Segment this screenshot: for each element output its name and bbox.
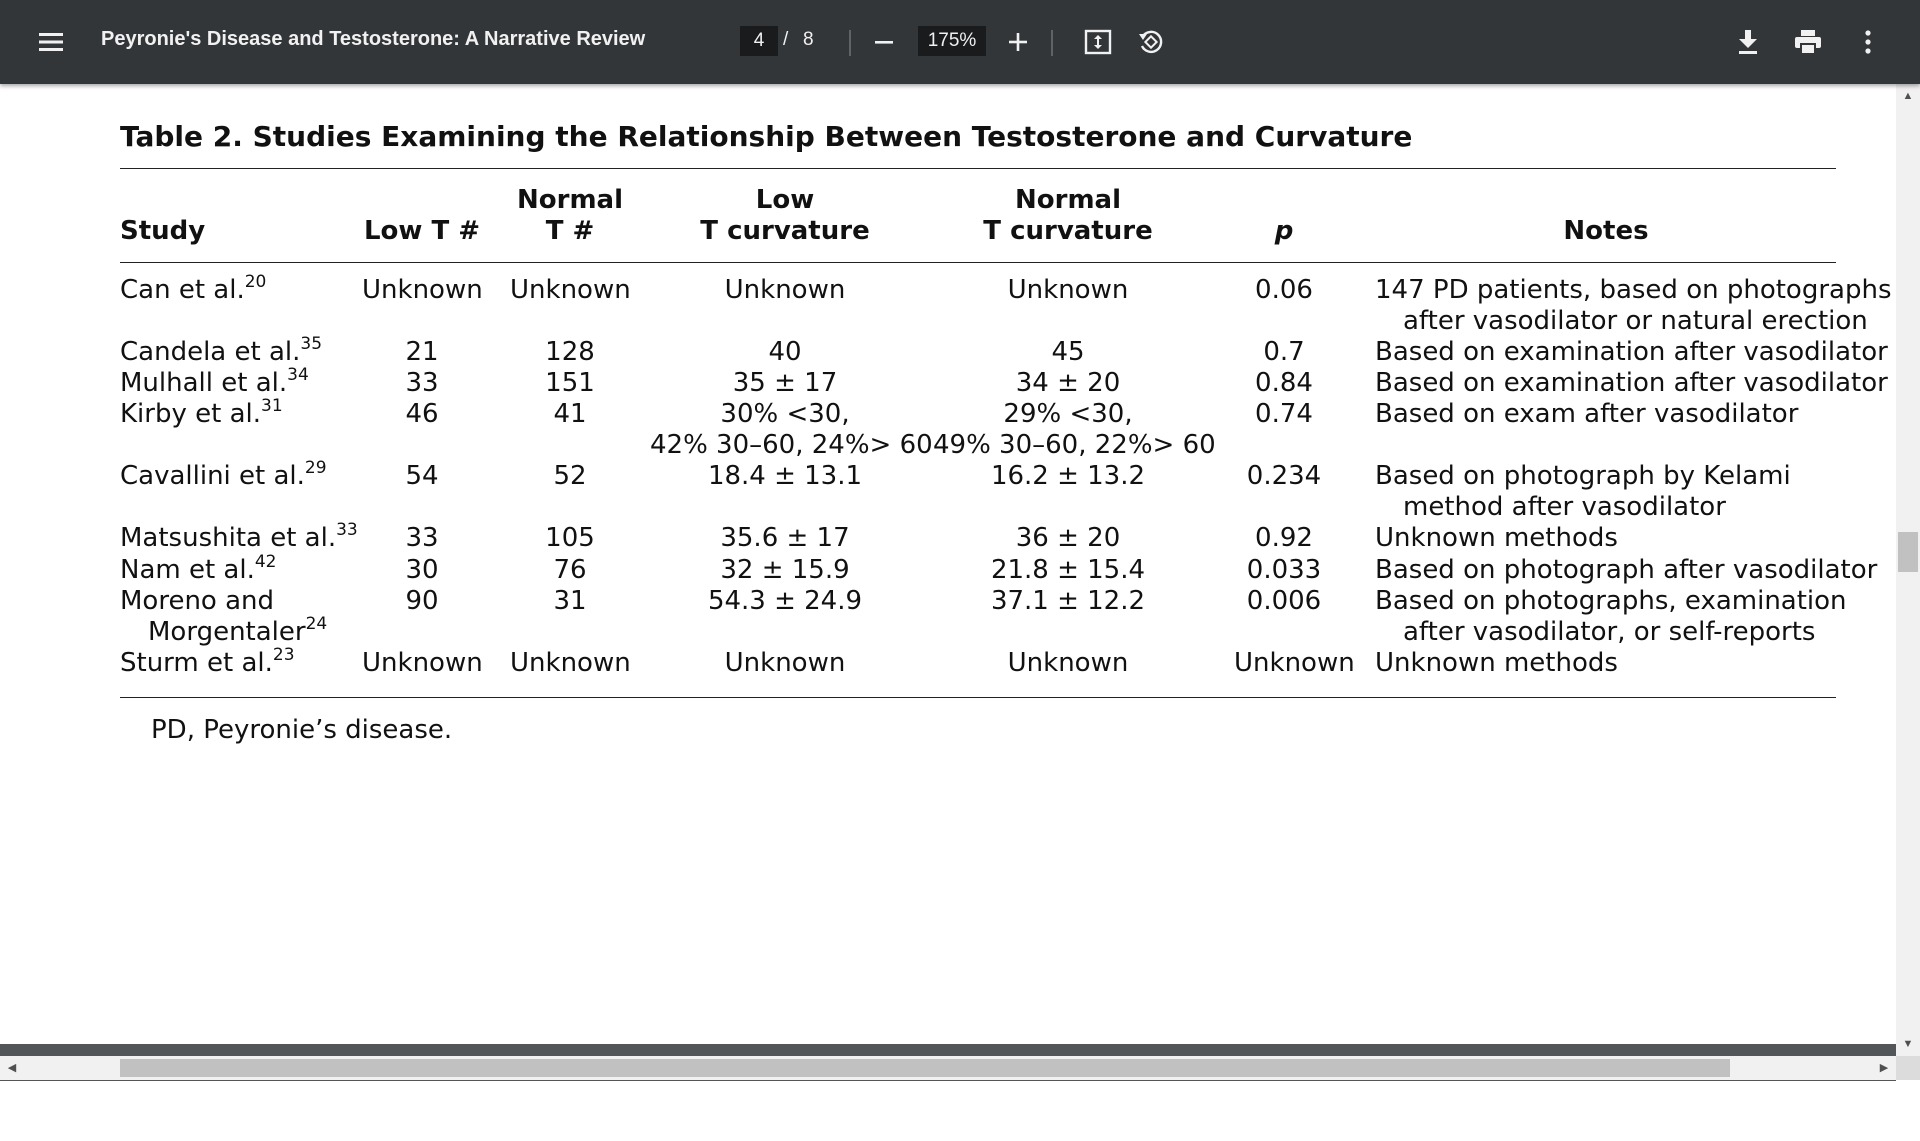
page-separator: / (783, 29, 789, 50)
cell-normal-t-n-text: 76 (553, 555, 587, 585)
scroll-left-arrow-icon[interactable]: ◀ (7, 1062, 17, 1074)
cell-normal-t-curvature (933, 337, 1203, 368)
cell-low-t-curvature-text: Unknown (724, 648, 846, 678)
cell-notes (1375, 586, 1847, 617)
cell-p-value-text: 0.74 (1255, 399, 1313, 429)
header-notes: Notes (1563, 216, 1649, 246)
cell-study-text: Moreno and (120, 586, 275, 616)
cell-p-value (1234, 523, 1334, 554)
cell-notes (1375, 337, 1888, 368)
cell-low-t-curvature-text: 32 ± 15.9 (720, 555, 850, 585)
table-bottom-rule (120, 697, 1836, 698)
cell-p-value-text: 0.06 (1255, 275, 1313, 305)
horizontal-scroll-thumb[interactable] (120, 1059, 1730, 1077)
cell-normal-t-n-text: 31 (553, 586, 587, 616)
cell-normal-t-n-text: 52 (553, 461, 587, 491)
menu-button[interactable] (30, 22, 72, 62)
cell-low-t-curvature-text: 18.4 ± 13.1 (707, 461, 863, 491)
fit-page-button[interactable] (1078, 22, 1118, 62)
cell-notes-text: Based on examination after vasodilator (1375, 368, 1888, 398)
cell-normal-t-n (510, 648, 630, 679)
print-button[interactable] (1788, 22, 1828, 62)
cell-normal-t-n (510, 368, 630, 399)
reference-number: 23 (272, 645, 295, 665)
cell-normal-t-n (510, 555, 630, 586)
menu-icon (38, 32, 64, 52)
cell-normal-t-n-text: 41 (553, 399, 587, 429)
document-title: Peyronie's Disease and Testosterone: A Narrative Review (101, 28, 646, 50)
cell-study-text: Mulhall et al. (120, 368, 288, 398)
cell-p-value (1234, 275, 1334, 306)
cell-normal-t-curvature-text: 34 ± 20 (1015, 368, 1121, 398)
reference-number: 34 (287, 365, 309, 385)
cell-low-t-curvature (650, 461, 920, 492)
cell-normal-t-curvature-text: 21.8 ± 15.4 (990, 555, 1146, 585)
cell-notes (1403, 306, 1868, 337)
cell-normal-t-curvature-text: Unknown (1007, 648, 1129, 678)
cell-study (120, 552, 277, 589)
cell-notes-text: Unknown methods (1375, 648, 1618, 678)
cell-normal-t-curvature-text: 29% <30, (1003, 399, 1133, 429)
zoom-in-icon (1007, 31, 1029, 53)
cell-p-value-text: 0.234 (1246, 461, 1322, 491)
cell-low-t-n (362, 461, 482, 492)
cell-notes-text: after vasodilator, or self-reports (1403, 617, 1816, 647)
cell-p-value (1234, 368, 1334, 399)
cell-normal-t-curvature-text: 37.1 ± 12.2 (990, 586, 1146, 616)
cell-p-value (1234, 648, 1355, 679)
download-icon (1737, 29, 1759, 55)
cell-low-t-n (362, 586, 482, 617)
header-low-t-n: Low T # (363, 216, 481, 246)
cell-low-t-n-text: 33 (405, 523, 439, 553)
cell-notes-text: after vasodilator or natural erection (1403, 306, 1868, 336)
cell-normal-t-curvature-text: 36 ± 20 (1015, 523, 1121, 553)
cell-normal-t-n (510, 337, 630, 368)
cell-normal-t-curvature (933, 555, 1203, 586)
vertical-scroll-thumb[interactable] (1898, 532, 1918, 572)
cell-low-t-curvature (650, 337, 920, 368)
cell-normal-t-n (510, 461, 630, 492)
header-normal-t-n: T # (545, 216, 595, 246)
cell-study-text: Matsushita et al. (120, 523, 337, 553)
cell-low-t-n (362, 555, 482, 586)
cell-normal-t-curvature (933, 461, 1203, 492)
pdf-toolbar (0, 0, 1920, 84)
cell-low-t-n-text: 33 (405, 368, 439, 398)
cell-low-t-curvature (650, 523, 920, 554)
cell-low-t-n-text: 90 (405, 586, 439, 616)
cell-low-t-curvature (650, 368, 920, 399)
page-total: 8 (803, 29, 814, 50)
cell-notes (1375, 461, 1791, 492)
cell-low-t-curvature-text: 54.3 ± 24.9 (707, 586, 863, 616)
cell-notes-text: Based on photographs, examination (1375, 586, 1847, 616)
cell-study (148, 614, 328, 651)
scroll-up-arrow-icon[interactable]: ▲ (1902, 90, 1914, 102)
cell-low-t-curvature (650, 555, 920, 586)
cell-normal-t-curvature (933, 586, 1203, 617)
cell-normal-t-curvature (933, 430, 1216, 461)
header-normal-t-curvature: T curvature (983, 216, 1153, 246)
cell-notes-text: Based on examination after vasodilator (1375, 337, 1888, 367)
header-p-value: p (1274, 216, 1294, 246)
cell-low-t-n-text: 21 (405, 337, 439, 367)
toolbar-divider (1051, 30, 1053, 56)
table-top-rule (120, 168, 1836, 169)
cell-notes-text: Based on photograph after vasodilator (1375, 555, 1878, 585)
cell-normal-t-n (510, 275, 630, 306)
toolbar-divider (849, 30, 851, 56)
reference-number: 29 (304, 458, 327, 478)
cell-normal-t-n (510, 586, 630, 617)
next-page (0, 1081, 1896, 1141)
cell-p-value (1234, 586, 1334, 617)
cell-study (120, 458, 327, 495)
print-icon (1794, 29, 1822, 55)
scroll-right-arrow-icon[interactable]: ▶ (1879, 1062, 1889, 1074)
more-options-button[interactable] (1848, 22, 1888, 62)
cell-p-value-text: 0.7 (1263, 337, 1305, 367)
cell-normal-t-n-text: Unknown (510, 275, 631, 305)
header-low-t-curvature: T curvature (700, 216, 870, 246)
cell-notes (1375, 523, 1618, 554)
cell-normal-t-n (510, 399, 630, 430)
cell-low-t-n (362, 275, 482, 306)
cell-low-t-curvature-text: 35.6 ± 17 (720, 523, 850, 553)
cell-study (120, 645, 295, 682)
reference-number: 24 (305, 614, 328, 634)
cell-low-t-n (362, 523, 482, 554)
cell-notes (1375, 648, 1618, 679)
cell-notes (1375, 275, 1892, 306)
cell-low-t-curvature-text: 40 (768, 337, 802, 367)
cell-low-t-curvature-text: 42% 30–60, 24%> 60 (650, 430, 933, 460)
table-header-rule (120, 262, 1836, 263)
cell-study (120, 520, 358, 557)
cell-normal-t-n-text: 128 (545, 337, 595, 367)
cell-p-value (1234, 337, 1334, 368)
reference-number: 31 (261, 396, 283, 416)
cell-normal-t-curvature (933, 368, 1203, 399)
cell-p-value (1234, 399, 1334, 430)
cell-study (120, 586, 274, 617)
reference-number: 35 (300, 334, 323, 354)
header-low-t-curvature: Low (755, 185, 815, 215)
cell-study (120, 396, 283, 433)
cell-low-t-n-text: Unknown (362, 648, 483, 678)
header-study: Study (120, 216, 206, 246)
cell-study-text: Can et al. (120, 275, 245, 305)
cell-normal-t-n-text: 151 (545, 368, 595, 398)
cell-notes-text: method after vasodilator (1403, 492, 1726, 522)
cell-low-t-n-text: 30 (405, 555, 439, 585)
zoom-level-input[interactable]: 175% (918, 26, 986, 56)
cell-study-text: Candela et al. (120, 337, 301, 367)
cell-low-t-curvature-text: 35 ± 17 (732, 368, 838, 398)
cell-study-text: Sturm et al. (120, 648, 273, 678)
cell-low-t-n (362, 368, 482, 399)
cell-p-value-text: 0.033 (1246, 555, 1322, 585)
zoom-out-icon (873, 31, 895, 53)
cell-p-value (1234, 461, 1334, 492)
cell-low-t-curvature (650, 275, 920, 306)
cell-notes (1403, 617, 1815, 648)
cell-normal-t-curvature-text: 49% 30–60, 22%> 60 (933, 430, 1216, 460)
cell-low-t-n (362, 648, 482, 679)
cell-notes (1375, 555, 1877, 586)
cell-normal-t-curvature (933, 399, 1203, 430)
more-vert-icon (1864, 30, 1872, 54)
cell-low-t-n-text: 46 (405, 399, 439, 429)
table-title: Table 2. Studies Examining the Relationship Between Testosterone and Curvature (120, 120, 1413, 153)
cell-normal-t-curvature-text: 16.2 ± 13.2 (990, 461, 1146, 491)
cell-study (120, 272, 267, 309)
cell-notes (1403, 492, 1726, 523)
cell-normal-t-curvature (933, 523, 1203, 554)
download-button[interactable] (1728, 22, 1768, 62)
cell-low-t-curvature-text: 30% <30, (720, 399, 850, 429)
scroll-down-arrow-icon[interactable]: ▼ (1902, 1038, 1914, 1050)
cell-normal-t-n-text: Unknown (510, 648, 631, 678)
cell-normal-t-curvature (933, 275, 1203, 306)
cell-notes (1375, 368, 1888, 399)
cell-p-value-text: 0.84 (1255, 368, 1313, 398)
zoom-out-button[interactable] (864, 22, 904, 62)
cell-low-t-n (362, 337, 482, 368)
cell-low-t-curvature (650, 430, 933, 461)
cell-notes-text: Based on photograph by Kelami (1375, 461, 1791, 491)
cell-p-value-text: 0.006 (1246, 586, 1322, 616)
cell-low-t-n-text: Unknown (362, 275, 483, 305)
header-normal-t-n: Normal (517, 185, 623, 215)
scrollbar-corner (1896, 1056, 1920, 1080)
fit-page-icon (1084, 29, 1112, 55)
cell-study-text: Kirby et al. (120, 399, 261, 429)
cell-study-text: Nam et al. (120, 555, 255, 585)
zoom-in-button[interactable] (998, 22, 1038, 62)
rotate-icon (1137, 28, 1165, 56)
table-footnote: PD, Peyronie’s disease. (151, 715, 453, 745)
cell-low-t-curvature (650, 586, 920, 617)
cell-low-t-n-text: 54 (405, 461, 439, 491)
cell-p-value-text: Unknown (1234, 648, 1355, 678)
cell-normal-t-curvature (933, 648, 1203, 679)
cell-notes-text: Based on exam after vasodilator (1375, 399, 1799, 429)
cell-study-text: Cavallini et al. (120, 461, 305, 491)
cell-normal-t-n (510, 523, 630, 554)
cell-study-text: Morgentaler (148, 617, 306, 647)
reference-number: 33 (336, 520, 358, 540)
cell-notes-text: 147 PD patients, based on photographs (1375, 275, 1892, 305)
rotate-button[interactable] (1131, 22, 1171, 62)
reference-number: 42 (254, 552, 277, 572)
cell-p-value (1234, 555, 1334, 586)
cell-notes (1375, 399, 1798, 430)
reference-number: 20 (244, 272, 267, 292)
cell-normal-t-n-text: 105 (545, 523, 595, 553)
cell-normal-t-curvature-text: 45 (1051, 337, 1085, 367)
header-normal-t-curvature: Normal (1015, 185, 1121, 215)
cell-low-t-curvature-text: Unknown (724, 275, 846, 305)
cell-notes-text: Unknown methods (1375, 523, 1618, 553)
cell-low-t-curvature (650, 399, 920, 430)
cell-low-t-n (362, 399, 482, 430)
cell-low-t-curvature (650, 648, 920, 679)
page-number-input[interactable]: 4 (740, 26, 778, 56)
cell-normal-t-curvature-text: Unknown (1007, 275, 1129, 305)
cell-p-value-text: 0.92 (1255, 523, 1313, 553)
